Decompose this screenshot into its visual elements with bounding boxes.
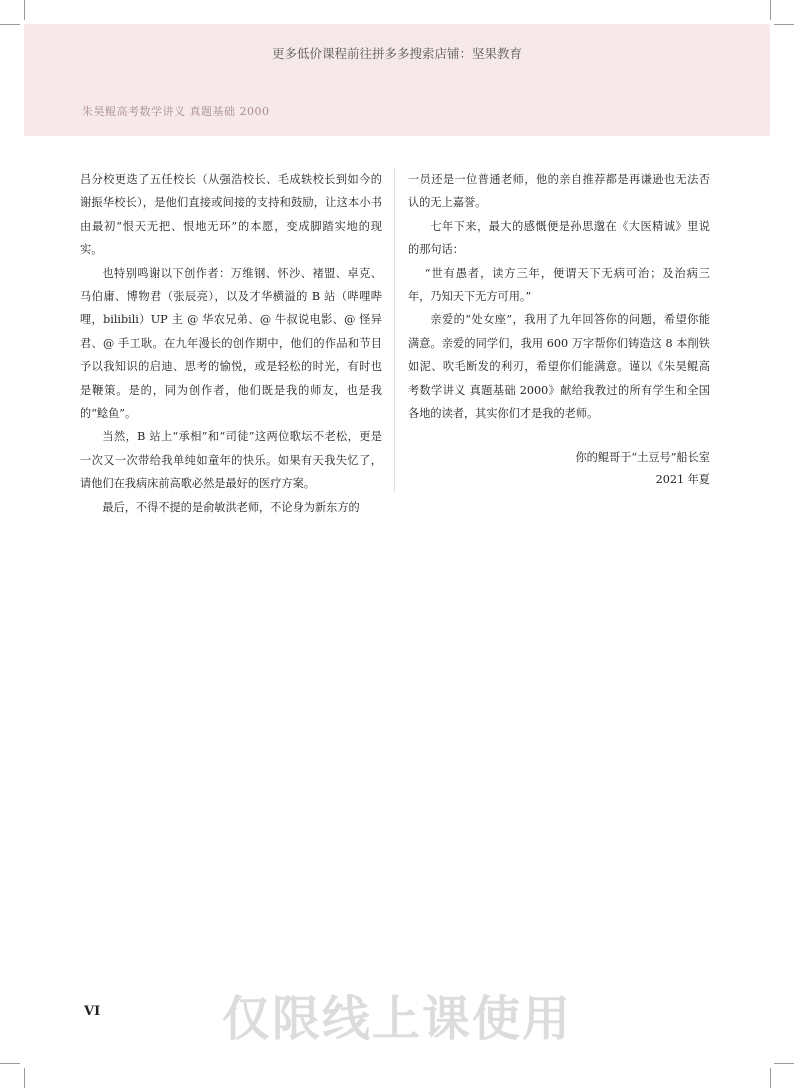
quote-text: “世有愚者，读方三年，便谓天下无病可治；及治病三年，乃知天下无方可用。” xyxy=(408,266,710,304)
promo-banner-text: 更多低价课程前往拼多多搜索店铺：坚果教育 xyxy=(271,46,522,61)
column-divider xyxy=(394,168,395,492)
signature-date: 2021 年夏 xyxy=(655,473,710,487)
crop-mark xyxy=(24,0,25,20)
paragraph: 七年下来，最大的感慨便是孙思邈在《大医精诚》里说的那句话： xyxy=(408,219,710,257)
signature-block xyxy=(408,447,710,491)
paragraph: 当然，B 站上“承相”和“司徒”这两位歌坛不老松，更是一次又一次带给我单纯如童年的快乐。如果有天我失忆了，请他们在我病床前高歌必然是最好的医疗方案。 xyxy=(80,430,382,491)
crop-mark xyxy=(770,1068,771,1088)
right-column xyxy=(408,168,710,491)
crop-mark xyxy=(774,1063,794,1064)
paragraph: 吕分校更迭了五任校长（从强浩校长、毛成轶校长到如今的谢振华校长），是他们直接或间接的支持和鼓励，让这本小书由最初“恨天无把、恨地无环”的本愿，变成脚踏实地的现实。 xyxy=(80,173,382,257)
crop-mark xyxy=(0,1063,20,1064)
crop-mark xyxy=(770,0,771,20)
left-column xyxy=(80,168,382,519)
paragraph: 也特别鸣谢以下创作者：万维钢、怀沙、褚盟、卓克、马伯庸、博物君（张辰亮），以及才华横溢的 B 站（哔哩哔哩，bilibili）UP 主 @ 华农兄弟、@ 牛叔说电影、@ 怪异君、@ 手工耿。在九年漫长的创作期中，他们的作品和节目予以我知识的启迪、思考的愉悦，或是轻松的时光，有时也是鞭策。是的，同为创作者，他们既是我的师友，也是我的“鲶鱼”。 xyxy=(80,266,382,421)
crop-mark xyxy=(0,24,20,25)
paragraph: 一员还是一位普通老师，他的亲自推荐都是再谦逊也无法否认的无上嘉誉。 xyxy=(408,173,710,210)
signature-line: 你的鲲哥于“土豆号”船长室 xyxy=(575,451,710,465)
crop-mark xyxy=(24,1068,25,1088)
crop-mark xyxy=(774,24,794,25)
paragraph: 亲爱的“处女座”，我用了九年回答你的问题，希望你能满意。亲爱的同学们，我用 600 万字帮你们铸造这 8 本削铁如泥、吹毛断发的利刃，希望你们能满意。谨以《朱昊鲲高考数学讲义 真题基础 2000》献给我教过的所有学生和全国各地的读者，其实你们才是我的老师。 xyxy=(408,313,710,421)
paragraph: 最后，不得不提的是俞敏洪老师，不论身为新东方的 xyxy=(102,500,360,514)
watermark-text: 仅限线上课使用 xyxy=(221,991,572,1047)
header-band xyxy=(24,24,770,136)
page-number: VI xyxy=(84,1004,101,1019)
running-head: 朱昊鲲高考数学讲义 真题基础 2000 xyxy=(82,105,270,118)
quotation xyxy=(408,262,710,309)
